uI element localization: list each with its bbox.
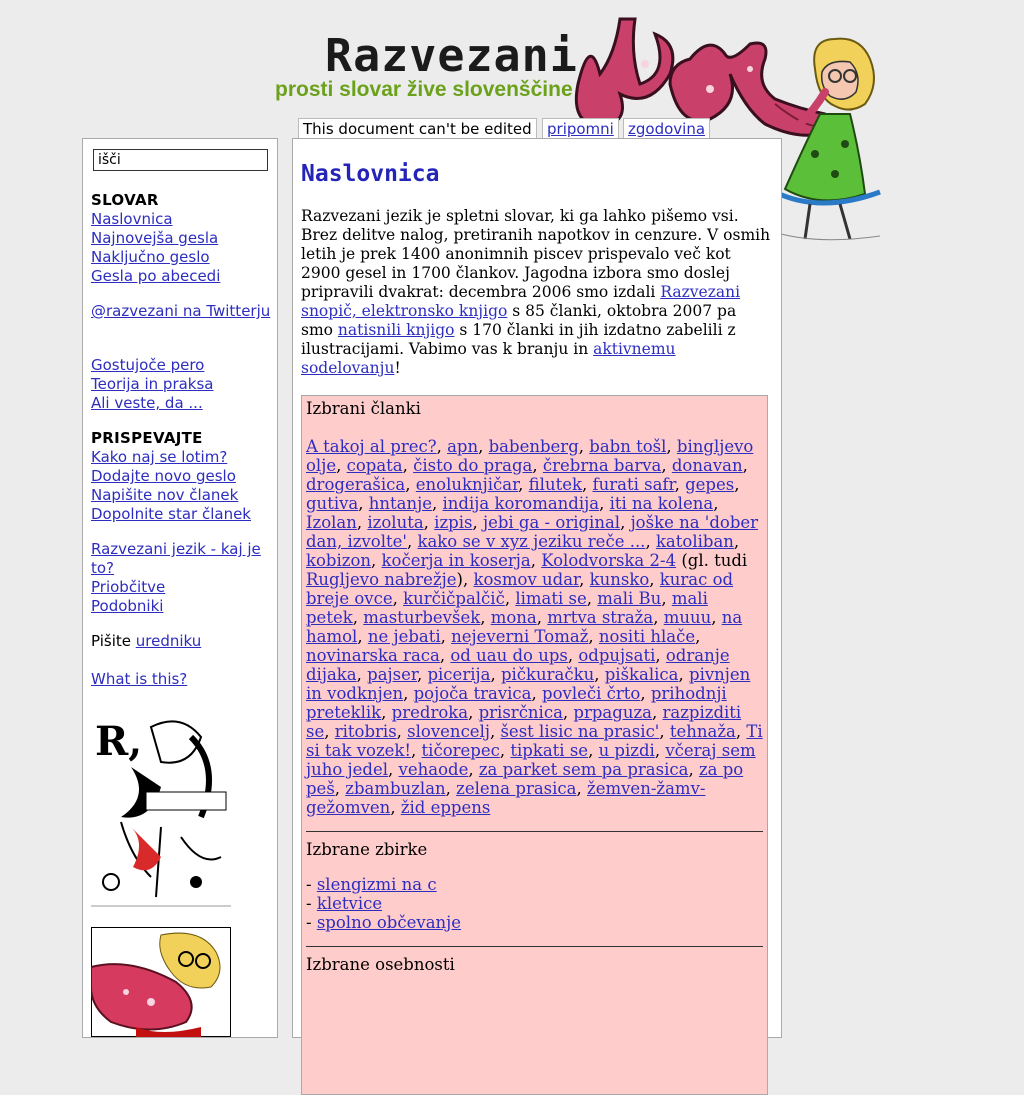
- book-cover-knjiga-image[interactable]: [91, 927, 231, 1037]
- featured-article-link[interactable]: včeraj sem juho jedel: [306, 741, 756, 779]
- featured-article-link[interactable]: zelena prasica: [456, 779, 577, 798]
- featured-article-link[interactable]: odranje dijaka: [306, 646, 730, 684]
- intro-paragraph: [301, 207, 771, 378]
- featured-box: [301, 395, 768, 1095]
- sidebar-heading-prispevajte: PRISPEVAJTE: [91, 429, 203, 447]
- featured-article-link[interactable]: izoluta: [367, 513, 424, 532]
- featured-article-link[interactable]: kočerja in koserja: [381, 551, 531, 570]
- search-input[interactable]: [93, 149, 268, 171]
- sidebar-what-is-this: [91, 670, 276, 689]
- featured-article-link[interactable]: kako se v xyz jeziku reče ...: [417, 532, 646, 551]
- featured-article-link[interactable]: za parket sem pa prasica: [478, 760, 689, 779]
- intro-text: s 170 članki in jih izdatno zabelili z ilustracijami. Vabimo vas k branju in: [301, 321, 736, 358]
- featured-article-link[interactable]: kosmov udar: [473, 570, 580, 589]
- featured-article-link[interactable]: drogerašica: [306, 475, 406, 494]
- featured-article-link[interactable]: copata: [346, 456, 403, 475]
- featured-article-link[interactable]: babn tošl: [589, 437, 667, 456]
- featured-article-link[interactable]: prpaguza: [573, 703, 652, 722]
- featured-article-link[interactable]: šest lisic na prasic': [500, 722, 660, 741]
- collection-link[interactable]: spolno občevanje: [316, 913, 462, 932]
- sidebar-item-naslovnica[interactable]: Naslovnica: [91, 210, 173, 228]
- featured-article-link[interactable]: nositi hlače: [598, 627, 696, 646]
- tab-history[interactable]: zgodovina: [623, 118, 710, 139]
- featured-article-link[interactable]: žemven-žamv-gežomven: [306, 779, 706, 817]
- featured-article-link[interactable]: tipkati se: [510, 741, 589, 760]
- sidebar-item-najnovejsa-gesla[interactable]: Najnovejša gesla: [91, 229, 219, 247]
- sidebar-item-teorija-in-praksa[interactable]: Teorija in praksa: [91, 375, 214, 393]
- featured-article-link[interactable]: picerija: [427, 665, 491, 684]
- featured-article-link[interactable]: piškalica: [604, 665, 679, 684]
- featured-article-link[interactable]: predroka: [391, 703, 469, 722]
- featured-article-link[interactable]: apn: [447, 437, 479, 456]
- sidebar-write-editor: [91, 632, 276, 651]
- featured-article-link[interactable]: enoluknjičar: [415, 475, 519, 494]
- featured-article-link[interactable]: ritobris: [334, 722, 397, 741]
- sidebar-item-priobcitve[interactable]: Priobčitve: [91, 578, 166, 596]
- featured-article-link[interactable]: povleči črto: [542, 684, 641, 703]
- featured-article-link[interactable]: Izolan: [306, 513, 357, 532]
- featured-article-link[interactable]: slovencelj: [407, 722, 490, 741]
- featured-article-link[interactable]: donavan: [671, 456, 743, 475]
- intro-link[interactable]: natisnili knjigo: [337, 321, 455, 339]
- site-subtitle: prosti slovar žive slovenščine: [275, 78, 573, 101]
- featured-article-link[interactable]: čisto do praga: [413, 456, 533, 475]
- sidebar-item-kako-naj-se-lotim[interactable]: Kako naj se lotim?: [91, 448, 228, 466]
- featured-article-link[interactable]: razpizditi se: [306, 703, 742, 741]
- featured-article-link[interactable]: kurac od breje ovce: [306, 570, 734, 608]
- featured-article-link[interactable]: mali Bu: [597, 589, 662, 608]
- collection-item: - spolno občevanje: [306, 913, 462, 932]
- sidebar-item-gostujoce-pero[interactable]: Gostujoče pero: [91, 356, 205, 374]
- featured-separator: (gl. tudi: [676, 551, 748, 570]
- divider: [306, 946, 763, 947]
- sidebar-item-kaj-je-to[interactable]: Razvezani jezik - kaj je to?: [91, 540, 261, 577]
- featured-article-link[interactable]: prisrčnica: [478, 703, 563, 722]
- featured-article-link[interactable]: u pizdi: [598, 741, 655, 760]
- collection-item: - kletvice: [306, 894, 383, 913]
- featured-article-link[interactable]: mona: [490, 608, 537, 627]
- featured-article-link[interactable]: Kolodvorska 2-4: [541, 551, 677, 570]
- divider: [306, 831, 763, 832]
- featured-article-link[interactable]: hntanje: [368, 494, 432, 513]
- featured-article-link[interactable]: pivnjen in vodknjen: [306, 665, 751, 703]
- book-cover-snopic-image[interactable]: [91, 707, 231, 907]
- featured-article-link[interactable]: žid eppens: [400, 798, 491, 817]
- intro-text: !: [394, 359, 401, 377]
- svg-text:R,: R,: [95, 718, 143, 765]
- featured-articles-list: A takoj al prec?, apn, babenberg, babn tošl, bingljevo olje, copata, čisto do praga, črebrna barva, donavan, drogerašica, enoluknjičar, filutek, furati safr, gepes, gutiva, hntanje, indija koromandija, iti na kolena, Izolan, izoluta, izpis, jebi ga - original, joške na 'dober dan, izvolte', kako se v xyz jeziku reče ..., katoliban, kobizon, kočerja in koserja, Kolodvorska 2-4 (gl. tudi Rugljevo nabrežje), kosmov udar, kunsko, kurac od breje ovce, kurčičpalčič, limati se, mali Bu, mali petek, masturbevšek, mona, mrtva straža, muuu, na hamol, ne jebati, nejeverni Tomaž, nositi hlače, novinarska raca, od uau do ups, odpujsati, odranje dijaka, pajser, picerija, pičkuračku, piškalica, pivnjen in vodknjen, pojoča travica, povleči črto, prihodnji preteklik, predroka, prisrčnica, prpaguza, razpizditi se, ritobris, slovencelj, šest lisic na prasic', tehnaža, Ti si tak vozek!, tičorepec, tipkati se, u pizdi, včeraj sem juho jedel, vehaode, za parket sem pa prasica, za po peš, zbambuzlan, zelena prasica, žemven-žamv-gežomven, žid eppens: [306, 437, 763, 817]
- featured-article-link[interactable]: pojoča travica: [413, 684, 532, 703]
- featured-article-link[interactable]: furati safr: [592, 475, 675, 494]
- featured-article-link[interactable]: jebi ga - original: [482, 513, 621, 532]
- featured-article-link[interactable]: zbambuzlan: [345, 779, 446, 798]
- featured-article-link[interactable]: Rugljevo nabrežje: [306, 570, 457, 589]
- featured-article-link[interactable]: gepes: [685, 475, 735, 494]
- collection-link[interactable]: kletvice: [316, 894, 383, 913]
- featured-article-link[interactable]: izpis: [434, 513, 473, 532]
- featured-article-link[interactable]: kurčičpalčič: [403, 589, 505, 608]
- sidebar-item-gesla-po-abecedi[interactable]: Gesla po abecedi: [91, 267, 221, 285]
- featured-article-link[interactable]: gutiva: [306, 494, 359, 513]
- featured-article-link[interactable]: Ti si tak vozek!: [306, 722, 763, 760]
- featured-article-link[interactable]: prihodnji preteklik: [306, 684, 727, 722]
- featured-article-link[interactable]: tehnaža: [669, 722, 736, 741]
- collection-item: - slengizmi na c: [306, 875, 437, 894]
- sidebar-item-twitter[interactable]: @razvezani na Twitterju: [91, 302, 271, 320]
- featured-article-link[interactable]: katoliban: [655, 532, 734, 551]
- intro-text: Razvezani jezik je spletni slovar, ki ga lahko pišemo vsi. Brez delitve nalog, pretiranih napotkov in cenzure. V osmih letih je prek 1400 anonimnih piscev prispevalo več kot 2900 gesel in 1700 člankov. Jagodna izbora smo doslej pripravili dvakrat: decembra 2006 smo izdali: [301, 207, 771, 301]
- sidebar-item-dodajte-geslo[interactable]: Dodajte novo geslo: [91, 467, 236, 485]
- featured-article-link[interactable]: filutek: [528, 475, 582, 494]
- featured-article-link[interactable]: indija koromandija: [442, 494, 600, 513]
- featured-article-link[interactable]: na hamol: [306, 608, 743, 646]
- sidebar-section-prispevajte: [91, 429, 276, 524]
- featured-article-link[interactable]: novinarska raca: [306, 646, 440, 665]
- featured-article-link[interactable]: tičorepec: [421, 741, 500, 760]
- featured-article-link[interactable]: od uau do ups: [450, 646, 568, 665]
- featured-article-link[interactable]: odpujsati: [578, 646, 656, 665]
- site-title: Razvezani: [325, 29, 578, 82]
- featured-article-link[interactable]: za po peš: [306, 760, 744, 798]
- sidebar-item-dopolnite-clanek[interactable]: Dopolnite star članek: [91, 505, 251, 523]
- main-content: [292, 138, 782, 1038]
- featured-article-link[interactable]: črebrna barva: [542, 456, 662, 475]
- collections-list: [306, 875, 763, 932]
- featured-article-link[interactable]: pajser: [367, 665, 417, 684]
- featured-article-link[interactable]: bingljevo olje: [306, 437, 754, 475]
- personalities-heading: Izbrane osebnosti: [306, 955, 455, 974]
- sidebar-item-napisite-clanek[interactable]: Napišite nov članek: [91, 486, 239, 504]
- intro-text: s 85 članki, oktobra 2007 pa smo: [301, 302, 737, 339]
- intro-link[interactable]: aktivnemu sodelovanju: [301, 340, 676, 377]
- featured-article-link[interactable]: pičkuračku: [500, 665, 595, 684]
- featured-article-link[interactable]: vehaode: [398, 760, 469, 779]
- write-editor-prefix: Pišite: [91, 632, 136, 650]
- collection-link[interactable]: slengizmi na c: [316, 875, 437, 894]
- tab-comments[interactable]: pripomni: [542, 118, 619, 139]
- featured-article-link[interactable]: nejeverni Tomaž: [451, 627, 589, 646]
- sidebar-item-nakljucno-geslo[interactable]: Naključno geslo: [91, 248, 210, 266]
- sidebar-section-twitter: [91, 302, 276, 321]
- featured-article-link[interactable]: ne jebati: [367, 627, 441, 646]
- editor-link[interactable]: uredniku: [135, 632, 202, 650]
- featured-article-link[interactable]: kobizon: [306, 551, 372, 570]
- intro-link[interactable]: Razvezani snopič, elektronsko knjigo: [301, 283, 741, 320]
- featured-article-link[interactable]: kunsko: [589, 570, 650, 589]
- featured-separator: ),: [456, 570, 474, 589]
- collections-heading: Izbrane zbirke: [306, 840, 428, 859]
- featured-article-link[interactable]: A takoj al prec?: [306, 437, 437, 456]
- sidebar-item-podobniki[interactable]: Podobniki: [91, 597, 164, 615]
- page-title: Naslovnica: [301, 161, 440, 187]
- featured-article-link[interactable]: muuu: [663, 608, 712, 627]
- featured-heading: Izbrani članki: [306, 399, 421, 418]
- sidebar-section-about: [91, 540, 276, 616]
- sidebar-item-ali-veste[interactable]: Ali veste, da ...: [91, 394, 203, 412]
- featured-article-link[interactable]: mrtva straža: [547, 608, 654, 627]
- featured-article-link[interactable]: limati se: [515, 589, 587, 608]
- tab-view-status: This document can't be edited: [298, 118, 537, 139]
- featured-article-link[interactable]: joške na 'dober dan, izvolte': [306, 513, 759, 551]
- sidebar-section-slovar: [91, 191, 276, 286]
- featured-article-link[interactable]: babenberg: [488, 437, 579, 456]
- featured-article-link[interactable]: iti na kolena: [609, 494, 714, 513]
- sidebar-heading-slovar: SLOVAR: [91, 191, 159, 209]
- sidebar-section-misc: [91, 356, 276, 413]
- what-is-this-link[interactable]: What is this?: [91, 670, 188, 688]
- featured-article-link[interactable]: mali petek: [306, 589, 708, 627]
- sidebar: [82, 138, 278, 1038]
- featured-article-link[interactable]: masturbevšek: [363, 608, 481, 627]
